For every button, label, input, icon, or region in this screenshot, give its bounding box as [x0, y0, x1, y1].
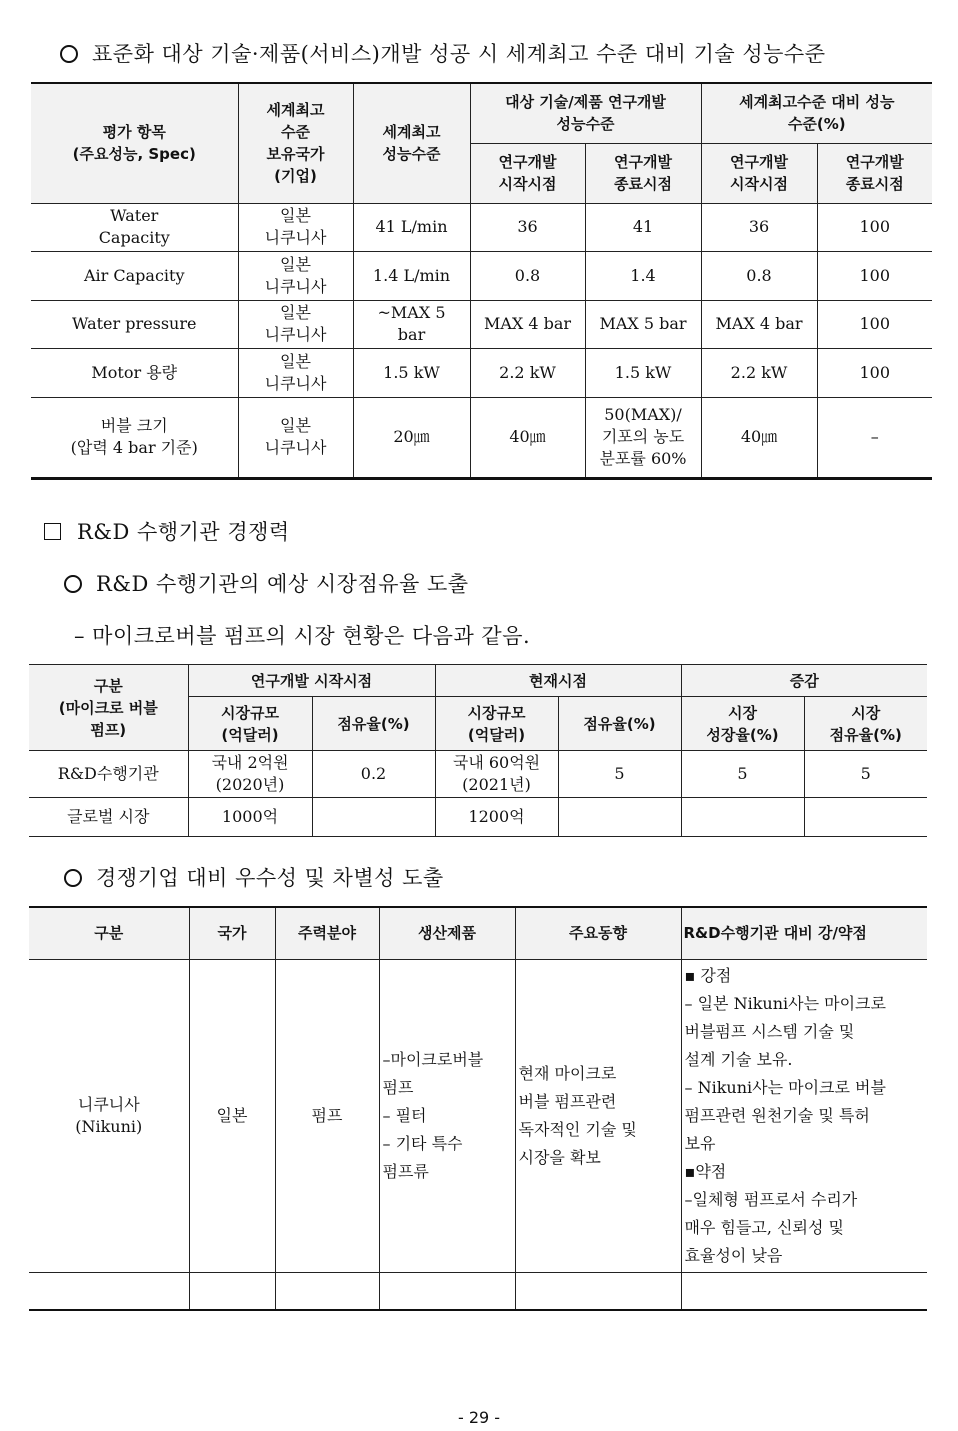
cell-target-end: MAX 5 bar	[585, 300, 701, 348]
cell-item: Motor 용량	[31, 348, 238, 397]
header-ratio-group: 세계최고수준 대비 성능 수준(%)	[701, 83, 932, 143]
section3-heading-text: 경쟁기업 대비 우수성 및 차별성 도출	[96, 866, 444, 890]
market-share-table	[29, 664, 927, 837]
cell-empty	[189, 1272, 275, 1310]
cell-field: 펌프	[275, 959, 379, 1272]
header-field: 주력분야	[275, 907, 379, 959]
section2-heading-text: R&D 수행기관 경쟁력	[77, 520, 290, 544]
circle-bullet-icon	[64, 575, 82, 593]
cell-target-end: 1.5 kW	[585, 348, 701, 397]
cell-now-share	[558, 798, 681, 837]
header-ratio-start: 연구개발 시작시점	[701, 143, 817, 203]
table-row	[31, 203, 932, 251]
cell-level: 41 L/min	[353, 203, 470, 251]
section2-heading	[44, 516, 290, 546]
header-country: 세계최고 수준 보유국가 (기업)	[238, 83, 353, 203]
cell-country: 일본 니쿠니사	[238, 203, 353, 251]
header-target-end: 연구개발 종료시점	[585, 143, 701, 203]
section1-heading	[60, 38, 826, 68]
cell-level: ~MAX 5 bar	[353, 300, 470, 348]
cell-country: 일본	[189, 959, 275, 1272]
header-strengths: R&D수행기관 대비 강/약점	[681, 907, 927, 959]
header-change-group: 증감	[681, 665, 927, 697]
cell-strengths: ▪ 강점 – 일본 Nikuni사는 마이크로 버블펌프 시스템 기술 및 설계 기술 보유. – Nikuni사는 마이크로 버블 펌프관련 원천기술 및 특허 보유 ▪약점 –일체형 펌프로서 수리가 매우 힘들고, 신뢰성 및 효율성이 낮음	[681, 959, 927, 1272]
cell-target-start: 36	[470, 203, 585, 251]
performance-table	[31, 82, 932, 480]
cell-ratio-start: 40㎛	[701, 397, 817, 478]
table-row	[31, 348, 932, 397]
cell-start-share: 0.2	[312, 751, 435, 798]
section2-subheading-text: R&D 수행기관의 예상 시장점유율 도출	[96, 572, 469, 596]
cell-target-start: 40㎛	[470, 397, 585, 478]
header-growth: 시장 성장율(%)	[681, 697, 804, 751]
cell-target-end: 1.4	[585, 251, 701, 300]
cell-country: 일본 니쿠니사	[238, 397, 353, 478]
header-start-size: 시장규모 (억달러)	[188, 697, 312, 751]
page-number: - 29 -	[457, 1408, 501, 1427]
header-category: 구분	[29, 907, 189, 959]
section1-heading-text: 표준화 대상 기술·제품(서비스)개발 성공 시 세계최고 수준 대비 기술 성능수준	[92, 42, 826, 66]
cell-item: Water Capacity	[31, 203, 238, 251]
table-row	[29, 1272, 927, 1310]
cell-empty	[515, 1272, 681, 1310]
header-start-group: 연구개발 시작시점	[188, 665, 435, 697]
cell-target-end: 41	[585, 203, 701, 251]
header-start-share: 점유율(%)	[312, 697, 435, 751]
cell-empty	[275, 1272, 379, 1310]
cell-now-size: 국내 60억원 (2021년)	[435, 751, 558, 798]
header-category: 구분 (마이크로 버블 펌프)	[29, 665, 188, 751]
cell-ratio-end: 100	[817, 300, 932, 348]
cell-country: 일본 니쿠니사	[238, 300, 353, 348]
cell-share-change: 5	[804, 751, 927, 798]
cell-item: 버블 크기 (압력 4 bar 기준)	[31, 397, 238, 478]
circle-bullet-icon	[60, 45, 78, 63]
cell-empty	[379, 1272, 515, 1310]
cell-products: –마이크로버블 펌프 – 필터 – 기타 특수 펌프류	[379, 959, 515, 1272]
cell-growth: 5	[681, 751, 804, 798]
table-row	[31, 251, 932, 300]
cell-target-end: 50(MAX)/ 기포의 농도 분포률 60%	[585, 397, 701, 478]
cell-start-share	[312, 798, 435, 837]
cell-ratio-end: 100	[817, 251, 932, 300]
cell-share-change	[804, 798, 927, 837]
cell-item: Air Capacity	[31, 251, 238, 300]
cell-empty	[681, 1272, 927, 1310]
header-trend: 주요동향	[515, 907, 681, 959]
cell-company: 니쿠니사 (Nikuni)	[29, 959, 189, 1272]
cell-start-size: 국내 2억원 (2020년)	[188, 751, 312, 798]
cell-target-start: 0.8	[470, 251, 585, 300]
cell-level: 20㎛	[353, 397, 470, 478]
header-share-change: 시장 점유율(%)	[804, 697, 927, 751]
header-target-group: 대상 기술/제품 연구개발 성능수준	[470, 83, 701, 143]
cell-ratio-start: 0.8	[701, 251, 817, 300]
header-level: 세계최고 성능수준	[353, 83, 470, 203]
cell-country: 일본 니쿠니사	[238, 251, 353, 300]
header-now-size: 시장규모 (억달러)	[435, 697, 558, 751]
cell-now-share: 5	[558, 751, 681, 798]
table-row	[29, 798, 927, 837]
section2-dash-text: – 마이크로버블 펌프의 시장 현황은 다음과 같음.	[74, 624, 531, 648]
header-item: 평가 항목 (주요성능, Spec)	[31, 83, 238, 203]
cell-category: 글로벌 시장	[29, 798, 188, 837]
cell-now-size: 1200억	[435, 798, 558, 837]
cell-ratio-end: –	[817, 397, 932, 478]
cell-ratio-start: 2.2 kW	[701, 348, 817, 397]
cell-target-start: 2.2 kW	[470, 348, 585, 397]
table-row	[29, 751, 927, 798]
cell-ratio-start: 36	[701, 203, 817, 251]
section3-heading	[64, 862, 444, 892]
competitor-table	[29, 906, 927, 1311]
table-row	[29, 959, 927, 1272]
cell-level: 1.4 L/min	[353, 251, 470, 300]
cell-ratio-end: 100	[817, 203, 932, 251]
header-now-share: 점유율(%)	[558, 697, 681, 751]
section2-subheading	[64, 568, 469, 598]
circle-bullet-icon	[64, 869, 82, 887]
header-country: 국가	[189, 907, 275, 959]
cell-item: Water pressure	[31, 300, 238, 348]
cell-ratio-end: 100	[817, 348, 932, 397]
header-now-group: 현재시점	[435, 665, 681, 697]
cell-country: 일본 니쿠니사	[238, 348, 353, 397]
cell-empty	[29, 1272, 189, 1310]
cell-level: 1.5 kW	[353, 348, 470, 397]
header-target-start: 연구개발 시작시점	[470, 143, 585, 203]
table-row	[31, 397, 932, 478]
header-ratio-end: 연구개발 종료시점	[817, 143, 932, 203]
cell-start-size: 1000억	[188, 798, 312, 837]
header-products: 생산제품	[379, 907, 515, 959]
cell-target-start: MAX 4 bar	[470, 300, 585, 348]
cell-ratio-start: MAX 4 bar	[701, 300, 817, 348]
cell-trend: 현재 마이크로 버블 펌프관련 독자적인 기술 및 시장을 확보	[515, 959, 681, 1272]
cell-growth	[681, 798, 804, 837]
table-row	[31, 300, 932, 348]
cell-category: R&D수행기관	[29, 751, 188, 798]
square-bullet-icon	[44, 523, 61, 540]
